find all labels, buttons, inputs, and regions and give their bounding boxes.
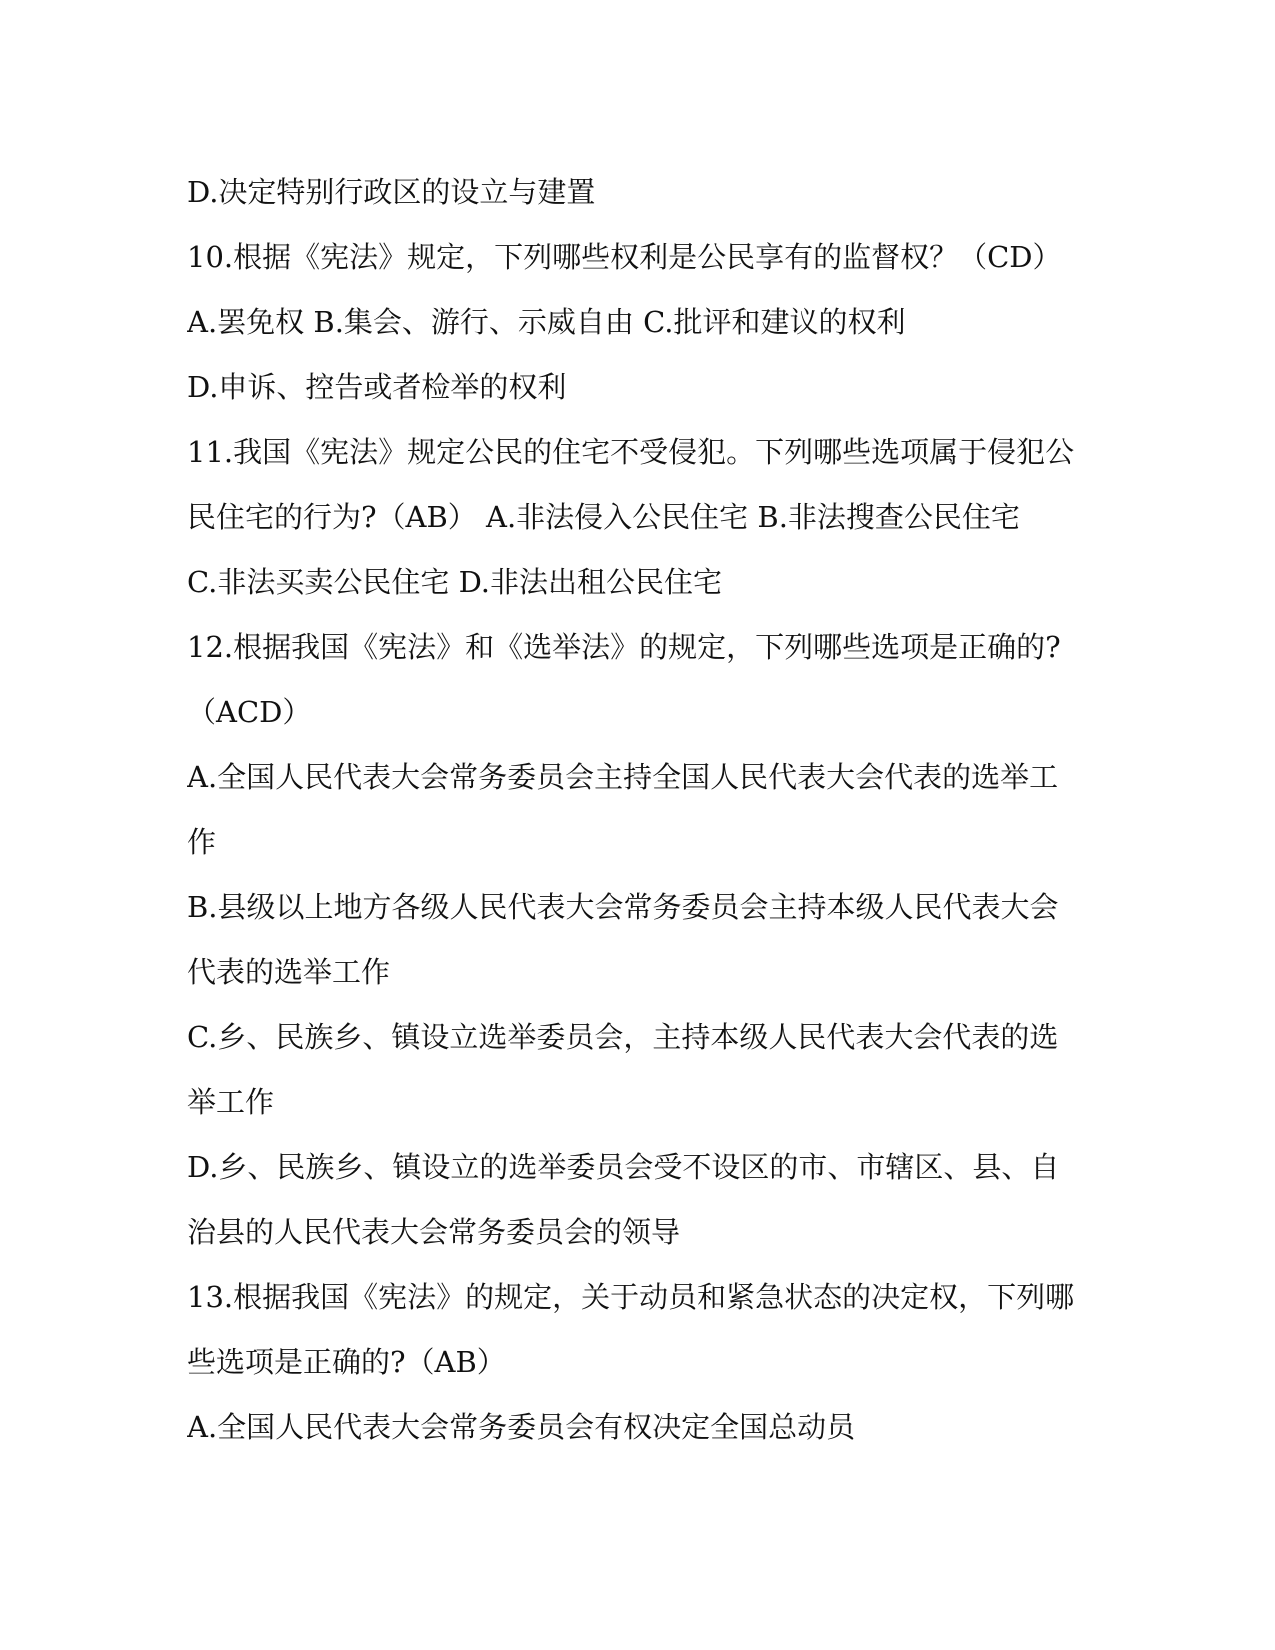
option-line: C.乡、民族乡、镇设立选举委员会，主持本级人民代表大会代表的选 (187, 1020, 1059, 1054)
question-11-line: 11.我国《宪法》规定公民的住宅不受侵犯。下列哪些选项属于侵犯公 (187, 435, 1075, 469)
option-line: D.乡、民族乡、镇设立的选举委员会受不设区的市、市辖区、县、自 (187, 1150, 1060, 1184)
question-13-line: 些选项是正确的?（AB） (187, 1345, 506, 1379)
option-line: B.县级以上地方各级人民代表大会常务委员会主持本级人民代表大会 (187, 890, 1059, 924)
answer-line: （ACD） (187, 695, 312, 729)
option-line: 治县的人民代表大会常务委员会的领导 (187, 1215, 681, 1249)
question-12-line: 12.根据我国《宪法》和《选举法》的规定，下列哪些选项是正确的? (187, 630, 1061, 664)
option-line: D.决定特别行政区的设立与建置 (187, 175, 596, 209)
question-13-line: 13.根据我国《宪法》的规定，关于动员和紧急状态的决定权，下列哪 (187, 1280, 1075, 1314)
option-line: C.非法买卖公民住宅 D.非法出租公民住宅 (187, 565, 723, 599)
option-line: D.申诉、控告或者检举的权利 (187, 370, 567, 404)
option-line: A.全国人民代表大会常务委员会有权决定全国总动员 (187, 1410, 856, 1444)
option-line: 代表的选举工作 (187, 955, 391, 989)
option-line: 举工作 (187, 1085, 275, 1119)
question-10-line: 10.根据《宪法》规定，下列哪些权利是公民享有的监督权？（CD） (187, 240, 1062, 274)
question-11-line: 民住宅的行为?（AB） A.非法侵入公民住宅 B.非法搜查公民住宅 (187, 500, 1020, 534)
option-line: A.罢免权 B.集会、游行、示威自由 C.批评和建议的权利 (187, 305, 906, 339)
option-line: 作 (187, 825, 217, 859)
document-body (187, 160, 1087, 1460)
option-line: A.全国人民代表大会常务委员会主持全国人民代表大会代表的选举工 (187, 760, 1059, 794)
